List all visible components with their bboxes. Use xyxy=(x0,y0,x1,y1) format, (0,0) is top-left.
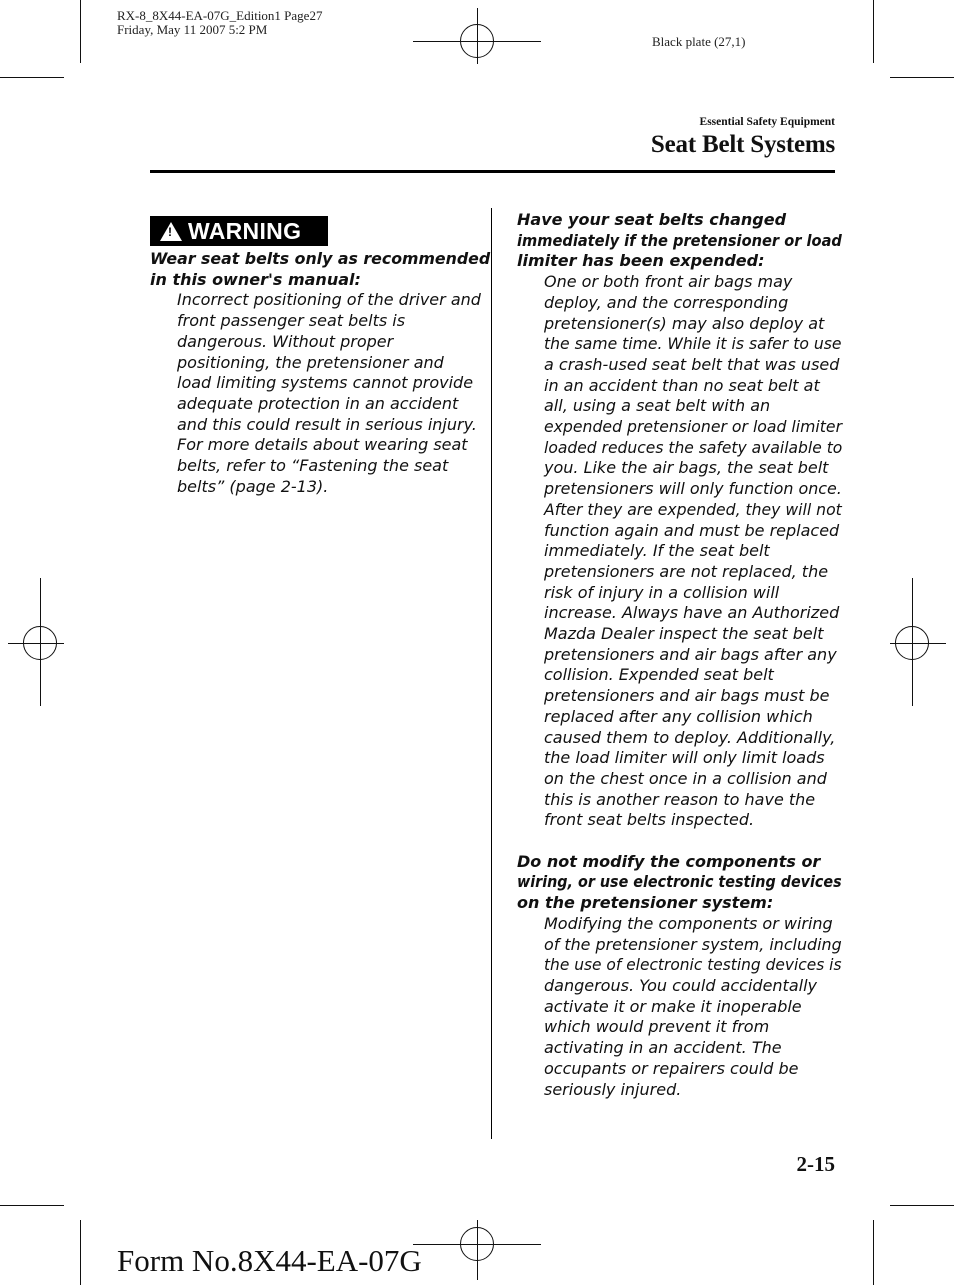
body-line: pretensioners are not replaced, the xyxy=(544,561,829,581)
body-line: positioning, the pretensioner and xyxy=(177,352,444,372)
body-line: the load limiter will only limit loads xyxy=(544,748,825,768)
body-line: you. Like the air bags, the seat belt xyxy=(544,458,829,478)
body-line: immediately. If the seat belt xyxy=(544,541,770,561)
print-slug xyxy=(117,9,322,37)
body-line: on the chest once in a collision and xyxy=(544,768,827,788)
page-title: Seat Belt Systems xyxy=(650,131,835,158)
body-line: adequate protection in an accident xyxy=(177,393,459,413)
body-line: Mazda Dealer inspect the seat belt xyxy=(544,624,824,644)
body-line: After they are expended, they will not xyxy=(544,499,842,519)
body-line: dangerous. Without proper xyxy=(177,331,394,351)
heading-line: Wear seat belts only as recommended xyxy=(150,249,491,268)
body-line: seriously injured. xyxy=(544,1079,682,1099)
block-heading xyxy=(517,210,842,272)
heading-line: Have your seat belts changed xyxy=(517,210,787,229)
body-line: Modifying the components or wiring xyxy=(544,913,833,933)
page-number: 2-15 xyxy=(796,1152,835,1176)
slug-line-1: RX-8_8X44-EA-07G_Edition1 Page27 xyxy=(117,8,323,23)
heading-line: limiter has been expended: xyxy=(517,251,765,271)
header-rule xyxy=(150,170,835,173)
block-heading xyxy=(517,852,842,914)
body-line: loaded reduces the safety available to xyxy=(544,437,843,457)
body-line: the use of electronic testing devices is xyxy=(544,955,842,975)
heading-line: in this owner's manual: xyxy=(150,269,361,289)
form-number: Form No.8X44-EA-07G xyxy=(117,1243,422,1278)
block-body xyxy=(544,272,842,831)
body-line: and this could result in serious injury. xyxy=(177,414,477,434)
body-line: pretensioner(s) may also deploy at xyxy=(544,313,825,333)
body-line: Incorrect positioning of the driver and xyxy=(177,290,481,310)
warning-triangle-icon: ! xyxy=(160,222,182,241)
body-line: all, using a seat belt with an xyxy=(544,396,771,416)
warning-body xyxy=(177,290,490,497)
body-line: a crash-used seat belt that was used xyxy=(544,354,840,374)
heading-line: Do not modify the components or xyxy=(517,851,821,871)
body-line: activating in an accident. The xyxy=(544,1038,782,1058)
block-body xyxy=(544,914,842,1100)
warning-heading xyxy=(150,249,490,290)
body-line: caused them to deploy. Additionally, xyxy=(544,727,836,747)
body-line: replaced after any collision which xyxy=(544,706,813,726)
body-line: expended pretensioner or load limiter xyxy=(544,417,843,437)
warning-label: WARNING xyxy=(188,217,302,244)
body-line: belts” (page 2-13). xyxy=(177,476,329,496)
heading-line: immediately if the pretensioner or load xyxy=(517,230,842,250)
plate-label: Black plate (27,1) xyxy=(652,34,746,49)
pretensioner-modify-block xyxy=(517,852,842,1100)
body-line: collision. Expended seat belt xyxy=(544,665,774,685)
heading-line: on the pretensioner system: xyxy=(517,893,774,913)
heading-line: wiring, or use electronic testing devices xyxy=(517,872,842,892)
body-line: occupants or repairers could be xyxy=(544,1058,799,1078)
body-line: front passenger seat belts is xyxy=(177,311,406,331)
left-column xyxy=(150,249,490,497)
body-line: pretensioners and air bags must be xyxy=(544,686,830,706)
body-line: function again and must be replaced xyxy=(544,520,840,540)
pretensioner-expended-block xyxy=(517,210,842,831)
body-line: dangerous. You could accidentally xyxy=(544,976,817,995)
body-line: risk of injury in a collision will xyxy=(544,582,780,602)
column-divider xyxy=(491,208,492,1139)
body-line: which would prevent it from xyxy=(544,1017,770,1037)
slug-line-2: Friday, May 11 2007 5:2 PM xyxy=(117,22,268,37)
body-line: deploy, and the corresponding xyxy=(544,292,789,312)
body-line: belts, refer to “Fastening the seat xyxy=(177,456,449,476)
body-line: this is another reason to have the xyxy=(544,789,816,809)
body-line: pretensioners will only function once. xyxy=(544,479,842,499)
body-line: front seat belts inspected. xyxy=(544,810,755,830)
body-line: activate it or make it inoperable xyxy=(544,996,802,1016)
body-line: pretensioners and air bags after any xyxy=(544,644,837,664)
body-line: load limiting systems cannot provide xyxy=(177,373,474,393)
warning-banner xyxy=(150,216,328,246)
body-line: of the pretensioner system, including xyxy=(544,934,842,954)
body-line: in an accident than no seat belt at xyxy=(544,375,820,395)
body-line: One or both front air bags may xyxy=(544,272,793,292)
body-line: increase. Always have an Authorized xyxy=(544,603,840,623)
right-column xyxy=(517,210,842,1100)
body-line: the same time. While it is safer to use xyxy=(544,334,842,354)
section-label: Essential Safety Equipment xyxy=(699,116,835,128)
body-line: For more details about wearing seat xyxy=(177,435,468,455)
